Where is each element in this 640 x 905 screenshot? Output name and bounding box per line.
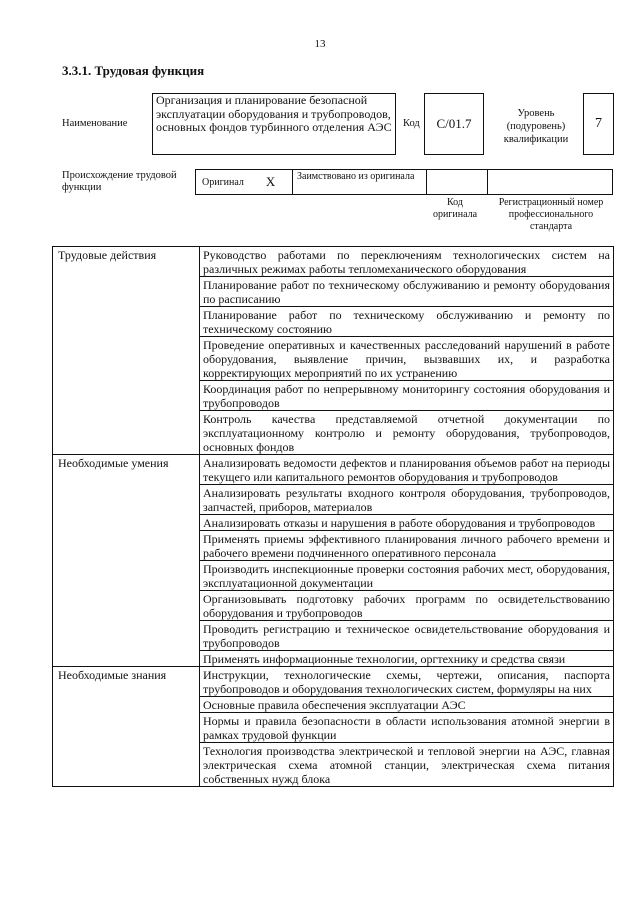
item-cell: Планирование работ по техническому обслуживанию и ремонту оборудования по расписанию [200,277,614,307]
function-details-table [52,246,614,787]
section-title: 3.3.1. Трудовая функция [62,63,205,78]
item-cell: Руководство работами по переключениям технологических систем на различных режимах работы тепломеханического оборудования [200,247,614,277]
table-row [53,455,614,485]
origin-borrowed-cell [293,170,427,194]
qualification-level-label: Уровень (подуровень) квалификации [503,108,569,145]
origin-borrowed-label: Заимствовано из оригинала [297,171,415,182]
table-row [53,667,614,697]
table-row [53,247,614,277]
item-cell: Производить инспекционные проверки состояния рабочих мест, оборудования, эксплуатационной документации [200,561,614,591]
origin-original-label: Оригинал [202,176,244,188]
item-cell: Применять информационные технологии, оргтехнику и средства связи [200,651,614,667]
reg-number-caption: Регистрационный номер профессионального стандарта [498,197,604,232]
code-original-caption: Код оригинала [432,197,478,220]
item-cell: Анализировать ведомости дефектов и планирования объемов работ на периоды текущего или капитального ремонтов оборудования и трубопроводов [200,455,614,485]
qualification-level-value: 7 [595,116,602,131]
item-cell: Инструкции, технологические схемы, чертежи, описания, паспорта трубопроводов и оборудования технологических систем, формуляры на них [200,667,614,697]
item-cell: Нормы и правила безопасности в области использования атомной энергии в рамках трудовой функции [200,713,614,743]
item-cell: Организовывать подготовку рабочих программ по освидетельствованию оборудования и трубопроводов [200,591,614,621]
item-cell: Планирование работ по техническому обслуживанию и ремонту по техническому состоянию [200,307,614,337]
category-cell: Необходимые знания [53,667,200,787]
origin-reg-number-cell [488,170,612,194]
code-box [424,93,484,155]
item-cell: Проведение оперативных и качественных расследований нарушений в работе оборудования, выявление причин, вызвавших их, и разработка корректирующих мероприятий по их устранению [200,337,614,381]
function-name-box [152,93,396,155]
function-name-value: Организация и планирование безопасной эксплуатации оборудования и трубопроводов, основных фондов турбинного отделения АЭС [156,93,392,134]
item-cell: Применять приемы эффективного планирования личного рабочего времени и рабочего времени подчиненного оперативного персонала [200,531,614,561]
origin-original-mark: X [265,174,276,189]
item-cell: Основные правила обеспечения эксплуатации АЭС [200,697,614,713]
qualification-level-box [583,93,614,155]
code-value: C/01.7 [436,116,472,131]
origin-row [195,169,613,195]
origin-code-cell [427,170,488,194]
item-cell: Координация работ по непрерывному мониторингу состояния оборудования и трубопроводов [200,381,614,411]
item-cell: Анализировать отказы и нарушения в работе оборудования и трубопроводов [200,515,614,531]
category-cell: Необходимые умения [53,455,200,667]
item-cell: Технология производства электрической и тепловой энергии на АЭС, главная электрическая схема атомной станции, электрическая схема питания собственных нужд блока [200,743,614,787]
page-number: 13 [314,38,326,50]
category-cell: Трудовые действия [53,247,200,455]
origin-label: Происхождение трудовой функции [62,170,177,193]
item-cell: Анализировать результаты входного контроля оборудования, трубопроводов, запчастей, приборов, материалов [200,485,614,515]
name-label: Наименование [62,118,128,129]
item-cell: Проводить регистрацию и техническое освидетельствование оборудования и трубопроводов [200,621,614,651]
origin-original-cell [196,170,293,194]
code-label: Код [403,118,420,129]
item-cell: Контроль качества представляемой отчетной документации по эксплуатационному контролю и ремонту оборудования, трубопроводов, основных фондов [200,411,614,455]
